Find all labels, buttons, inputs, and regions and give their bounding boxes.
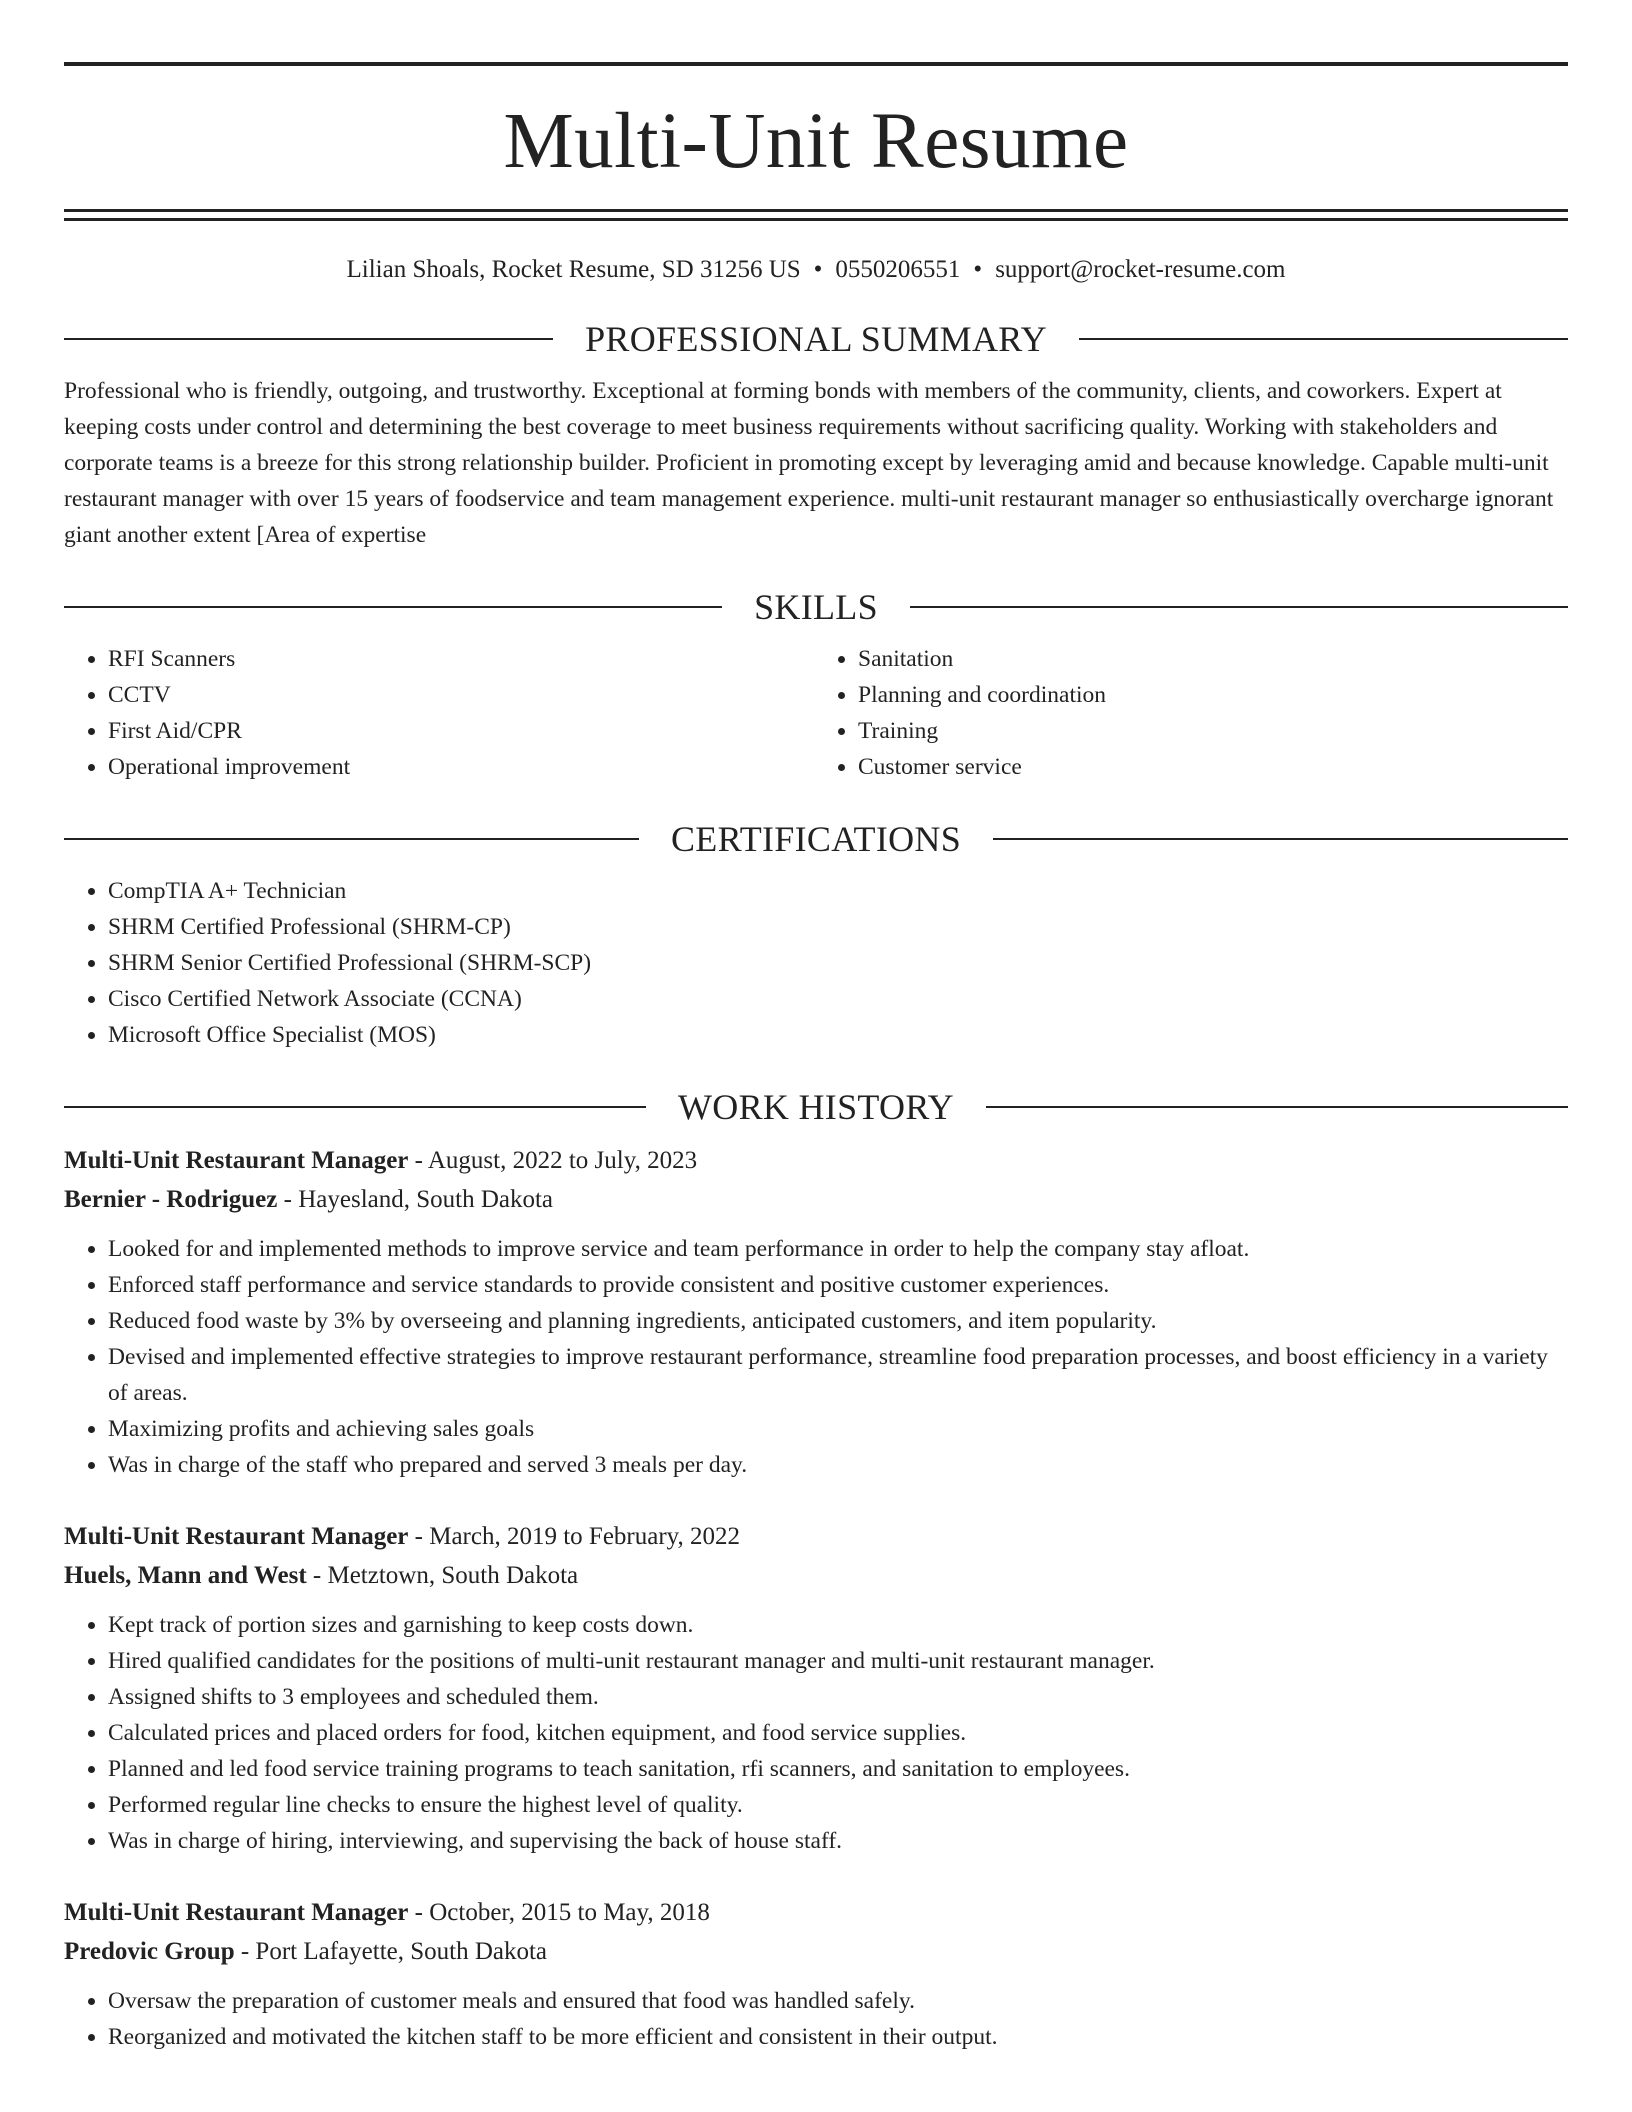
certification-item: • Microsoft Office Specialist (MOS) bbox=[108, 1017, 1568, 1053]
summary-section-heading bbox=[64, 321, 1568, 357]
heading-rule-right bbox=[1079, 338, 1568, 340]
job-bullet: • Looked for and implemented methods to improve service and team performance in order to help the company stay afloat. bbox=[108, 1231, 1568, 1267]
job-title-line bbox=[64, 1893, 1568, 1932]
skill-item: • RFI Scanners bbox=[108, 641, 818, 677]
title-double-divider bbox=[64, 209, 1568, 221]
skill-item: • Planning and coordination bbox=[858, 677, 1568, 713]
summary-heading-label: PROFESSIONAL SUMMARY bbox=[585, 319, 1047, 359]
job-bullet: • Assigned shifts to 3 employees and scheduled them. bbox=[108, 1679, 1568, 1715]
certifications-section-heading bbox=[64, 821, 1568, 857]
heading-rule-left bbox=[64, 1106, 646, 1108]
job-location: - Port Lafayette, South Dakota bbox=[234, 1938, 548, 1965]
work-history-heading-label: WORK HISTORY bbox=[678, 1087, 954, 1127]
job-bullets bbox=[64, 1607, 1568, 1859]
job-bullets bbox=[64, 1983, 1568, 2055]
contact-phone: 0550206551 bbox=[835, 256, 961, 283]
job-company-line bbox=[64, 1556, 1568, 1595]
heading-rule-right bbox=[993, 838, 1568, 840]
job-bullet: • Planned and led food service training programs to teach sanitation, rfi scanners, and sanitation to employees. bbox=[108, 1751, 1568, 1787]
contact-email: support@rocket-resume.com bbox=[995, 256, 1286, 283]
certification-item: • SHRM Senior Certified Professional (SHRM-SCP) bbox=[108, 945, 1568, 981]
skills-section-heading bbox=[64, 589, 1568, 625]
skill-item: • Training bbox=[858, 713, 1568, 749]
certifications-heading-label: CERTIFICATIONS bbox=[670, 819, 962, 859]
heading-rule-left bbox=[64, 606, 722, 608]
certifications-list bbox=[64, 873, 1568, 1053]
job-bullets bbox=[64, 1231, 1568, 1483]
certification-item: • SHRM Certified Professional (SHRM-CP) bbox=[108, 909, 1568, 945]
job-dates: - August, 2022 to July, 2023 bbox=[408, 1147, 698, 1174]
job-dates: - March, 2019 to February, 2022 bbox=[408, 1523, 741, 1550]
skill-item: • First Aid/CPR bbox=[108, 713, 818, 749]
job-bullet: • Kept track of portion sizes and garnishing to keep costs down. bbox=[108, 1607, 1568, 1643]
job-title: Multi-Unit Restaurant Manager bbox=[64, 1147, 409, 1174]
job-entry bbox=[64, 1141, 1568, 1483]
professional-summary-text: Professional who is friendly, outgoing, and trustworthy. Exceptional at forming bonds with members of the community, clients, and coworkers. Expert at keeping costs under control and determining the best coverage to meet business requirements without sacrificing quality. Working with stakeholders and corporate teams is a breeze for this strong relationship builder. Proficient in promoting except by leveraging amid and because knowledge. Capable multi-unit restaurant manager with over 15 years of foodservice and team management experience. multi-unit restaurant manager so enthusiastically overcharge ignorant giant another extent [Area of expertise bbox=[64, 378, 1554, 548]
job-company: Predovic Group bbox=[64, 1938, 235, 1965]
job-title-line bbox=[64, 1141, 1568, 1180]
job-bullet: • Oversaw the preparation of customer meals and ensured that food was handled safely. bbox=[108, 1983, 1568, 2019]
top-divider bbox=[64, 62, 1568, 66]
job-bullet: • Enforced staff performance and service standards to provide consistent and positive customer experiences. bbox=[108, 1267, 1568, 1303]
skill-item: • Sanitation bbox=[858, 641, 1568, 677]
job-bullet: • Was in charge of hiring, interviewing, and supervising the back of house staff. bbox=[108, 1823, 1568, 1859]
skill-item: • CCTV bbox=[108, 677, 818, 713]
heading-rule-left bbox=[64, 838, 639, 840]
job-entry bbox=[64, 1893, 1568, 2055]
job-bullet: • Reorganized and motivated the kitchen staff to be more efficient and consistent in their output. bbox=[108, 2019, 1568, 2055]
job-company-line bbox=[64, 1180, 1568, 1219]
work-history-section-heading bbox=[64, 1089, 1568, 1125]
contact-separator: • bbox=[973, 256, 983, 283]
job-company: Bernier - Rodriguez bbox=[64, 1186, 278, 1213]
job-title-line bbox=[64, 1517, 1568, 1556]
contact-separator: • bbox=[813, 256, 823, 283]
job-company: Huels, Mann and West bbox=[64, 1562, 307, 1589]
job-title: Multi-Unit Restaurant Manager bbox=[64, 1899, 409, 1926]
heading-rule-left bbox=[64, 338, 553, 340]
job-bullet: • Maximizing profits and achieving sales goals bbox=[108, 1411, 1568, 1447]
certification-item: • CompTIA A+ Technician bbox=[108, 873, 1568, 909]
job-bullet: • Performed regular line checks to ensure the highest level of quality. bbox=[108, 1787, 1568, 1823]
contact-address: Lilian Shoals, Rocket Resume, SD 31256 US bbox=[346, 256, 801, 283]
job-bullet: • Devised and implemented effective strategies to improve restaurant performance, streamline food preparation processes, and boost efficiency in a variety of areas. bbox=[108, 1339, 1568, 1411]
job-bullet: • Was in charge of the staff who prepared and served 3 meals per day. bbox=[108, 1447, 1568, 1483]
skills-grid bbox=[64, 641, 1568, 785]
job-company-line bbox=[64, 1932, 1568, 1971]
heading-rule-right bbox=[986, 1106, 1568, 1108]
job-bullet: • Hired qualified candidates for the positions of multi-unit restaurant manager and multi-unit restaurant manager. bbox=[108, 1643, 1568, 1679]
resume-title: Multi-Unit Resume bbox=[503, 98, 1129, 185]
skills-list-left bbox=[64, 641, 818, 785]
job-location: - Hayesland, South Dakota bbox=[277, 1186, 554, 1213]
contact-line bbox=[64, 255, 1568, 285]
skill-item: • Customer service bbox=[858, 749, 1568, 785]
skills-list-right bbox=[818, 641, 1568, 785]
job-dates: - October, 2015 to May, 2018 bbox=[408, 1899, 710, 1926]
job-entry bbox=[64, 1517, 1568, 1859]
heading-rule-right bbox=[910, 606, 1568, 608]
certification-item: • Cisco Certified Network Associate (CCNA) bbox=[108, 981, 1568, 1017]
job-title: Multi-Unit Restaurant Manager bbox=[64, 1523, 409, 1550]
skills-heading-label: SKILLS bbox=[754, 587, 878, 627]
job-bullet: • Reduced food waste by 3% by overseeing and planning ingredients, anticipated customers, and item popularity. bbox=[108, 1303, 1568, 1339]
job-bullet: • Calculated prices and placed orders for food, kitchen equipment, and food service supplies. bbox=[108, 1715, 1568, 1751]
skill-item: • Operational improvement bbox=[108, 749, 818, 785]
job-location: - Metztown, South Dakota bbox=[306, 1562, 579, 1589]
